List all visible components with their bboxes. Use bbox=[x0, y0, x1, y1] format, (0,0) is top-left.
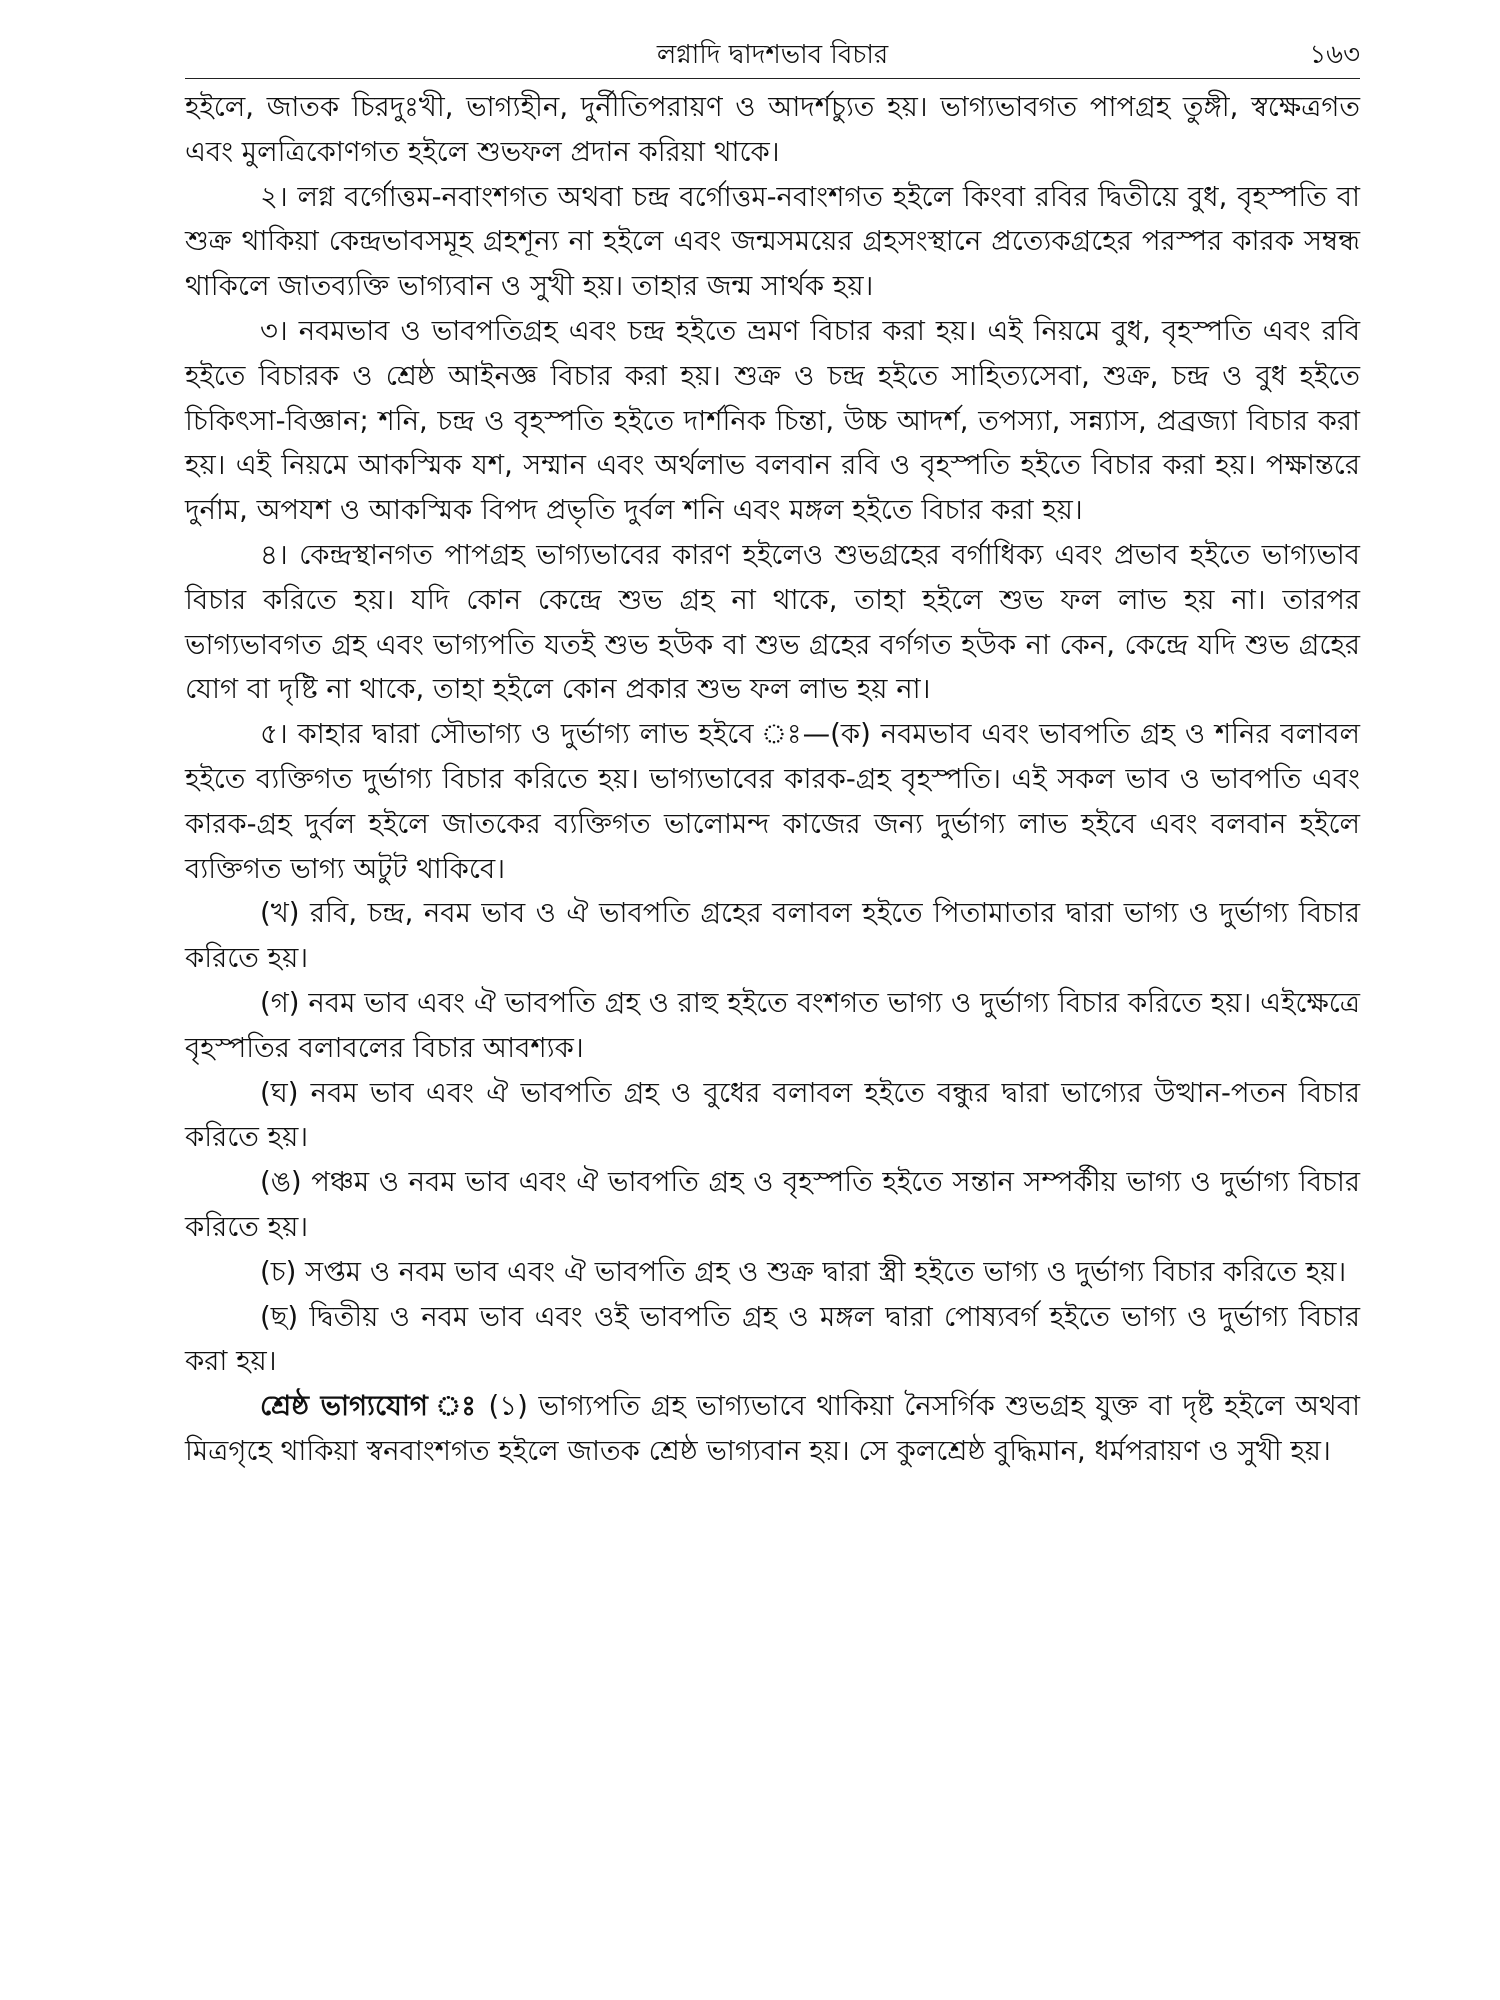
section-heading: শ্রেষ্ঠ ভাগ্যযোগ ঃ bbox=[260, 1390, 478, 1423]
paragraph-5-gha: (ঘ) নবম ভাব এবং ঐ ভাবপতি গ্রহ ও বুধের বলাবল হইতে বন্ধুর দ্বারা ভাগ্যের উত্থান-পতন বিচার করিতে হয়। bbox=[185, 1076, 1360, 1154]
paragraph-5-uma: (ঙ) পঞ্চম ও নবম ভাব এবং ঐ ভাবপতি গ্রহ ও বৃহস্পতি হইতে সন্তান সম্পর্কীয় ভাগ্য ও দুর্ভাগ্য বিচার করিতে হয়। bbox=[185, 1166, 1360, 1243]
page-number: ১৬৩ bbox=[1309, 40, 1360, 70]
section-text: (১) ভাগ্যপতি গ্রহ ভাগ্যভাবে থাকিয়া নৈসর্গিক শুভগ্রহ যুক্ত বা দৃষ্ট হইলে অথবা মিত্রগৃহে থাকিয়া স্বনবাংশগত হইলে জাতক শ্রেষ্ঠ ভাগ্যবান হয়। সে কুলশ্রেষ্ঠ বুদ্ধিমান, ধর্মপরায়ণ ও সুখী হয়। bbox=[185, 1390, 1360, 1467]
paragraph-5: ৫। কাহার দ্বারা সৌভাগ্য ও দুর্ভাগ্য লাভ হইবে ঃ—(ক) নবমভাব এবং ভাবপতি গ্রহ ও শনির বলাবল হইতে ব্যক্তিগত দুর্ভাগ্য বিচার করিতে হয়। ভাগ্যভাবের কারক-গ্রহ বৃহস্পতি। এই সকল ভাব ও ভাবপতি এবং কারক-গ্রহ দুর্বল হইলে জাতকের ব্যক্তিগত ভালোমন্দ কাজের জন্য দুর্ভাগ্য লাভ হইবে এবং বলবান হইলে ব্যক্তিগত ভাগ্য অটুট থাকিবে। bbox=[185, 718, 1360, 885]
paragraph-2: ২। লগ্ন বর্গোত্তম-নবাংশগত অথবা চন্দ্র বর্গোত্তম-নবাংশগত হইলে কিংবা রবির দ্বিতীয়ে বুধ, বৃহস্পতি বা শুক্র থাকিয়া কেন্দ্রভাবসমূহ গ্রহশূন্য না হইলে এবং জন্মসময়ের গ্রহসংস্থানে প্রত্যেকগ্রহের পরস্পর কারক সম্বন্ধ থাকিলে জাতব্যক্তি ভাগ্যবান ও সুখী হয়। তাহার জন্ম সার্থক হয়। bbox=[185, 180, 1360, 303]
running-title: লগ্নাদি দ্বাদশভাব বিচার bbox=[656, 40, 889, 70]
page-header bbox=[185, 28, 1360, 79]
paragraph-5-cha: (চ) সপ্তম ও নবম ভাব এবং ঐ ভাবপতি গ্রহ ও শুক্র দ্বারা স্ত্রী হইতে ভাগ্য ও দুর্ভাগ্য বিচার করিতে হয়। bbox=[260, 1255, 1347, 1288]
paragraph-best-fortune bbox=[185, 1384, 1360, 1474]
paragraph-5-chha: (ছ) দ্বিতীয় ও নবম ভাব এবং ওই ভাবপতি গ্রহ ও মঙ্গল দ্বারা পোষ্যবর্গ হইতে ভাগ্য ও দুর্ভাগ্য বিচার করা হয়। bbox=[185, 1300, 1360, 1378]
body-text bbox=[185, 85, 1360, 1474]
paragraph-5-kha: (খ) রবি, চন্দ্র, নবম ভাব ও ঐ ভাবপতি গ্রহের বলাবল হইতে পিতামাতার দ্বারা ভাগ্য ও দুর্ভাগ্য বিচার করিতে হয়। bbox=[185, 897, 1360, 975]
paragraph-3: ৩। নবমভাব ও ভাবপতিগ্রহ এবং চন্দ্র হইতে ভ্রমণ বিচার করা হয়। এই নিয়মে বুধ, বৃহস্পতি এবং রবি হইতে বিচারক ও শ্রেষ্ঠ আইনজ্ঞ বিচার করা হয়। শুক্র ও চন্দ্র হইতে সাহিত্যসেবা, শুক্র, চন্দ্র ও বুধ হইতে চিকিৎসা-বিজ্ঞান; শনি, চন্দ্র ও বৃহস্পতি হইতে দার্শনিক চিন্তা, উচ্চ আদর্শ, তপস্যা, সন্ন্যাস, প্রব্রজ্যা বিচার করা হয়। এই নিয়মে আকস্মিক যশ, সম্মান এবং অর্থলাভ বলবান রবি ও বৃহস্পতি হইতে বিচার করা হয়। পক্ষান্তরে দুর্নাম, অপযশ ও আকস্মিক বিপদ প্রভৃতি দুর্বল শনি এবং মঙ্গল হইতে বিচার করা হয়। bbox=[185, 314, 1360, 527]
paragraph-1: হইলে, জাতক চিরদুঃখী, ভাগ্যহীন, দুর্নীতিপরায়ণ ও আদর্শচ্যুত হয়। ভাগ্যভাবগত পাপগ্রহ তুঙ্গী, স্বক্ষেত্রগত এবং মুলত্রিকোণগত হইলে শুভফল প্রদান করিয়া থাকে। bbox=[185, 91, 1360, 168]
paragraph-5-ga: (গ) নবম ভাব এবং ঐ ভাবপতি গ্রহ ও রাহু হইতে বংশগত ভাগ্য ও দুর্ভাগ্য বিচার করিতে হয়। এইক্ষেত্রে বৃহস্পতির বলাবলের বিচার আবশ্যক। bbox=[185, 986, 1360, 1064]
paragraph-4: ৪। কেন্দ্রস্থানগত পাপগ্রহ ভাগ্যভাবের কারণ হইলেও শুভগ্রহের বর্গাধিক্য এবং প্রভাব হইতে ভাগ্যভাব বিচার করিতে হয়। যদি কোন কেন্দ্রে শুভ গ্রহ না থাকে, তাহা হইলে শুভ ফল লাভ হয় না। তারপর ভাগ্যভাবগত গ্রহ এবং ভাগ্যপতি যতই শুভ হউক বা শুভ গ্রহের বর্গগত হউক না কেন, কেন্দ্রে যদি শুভ গ্রহের যোগ বা দৃষ্টি না থাকে, তাহা হইলে কোন প্রকার শুভ ফল লাভ হয় না। bbox=[185, 538, 1360, 706]
